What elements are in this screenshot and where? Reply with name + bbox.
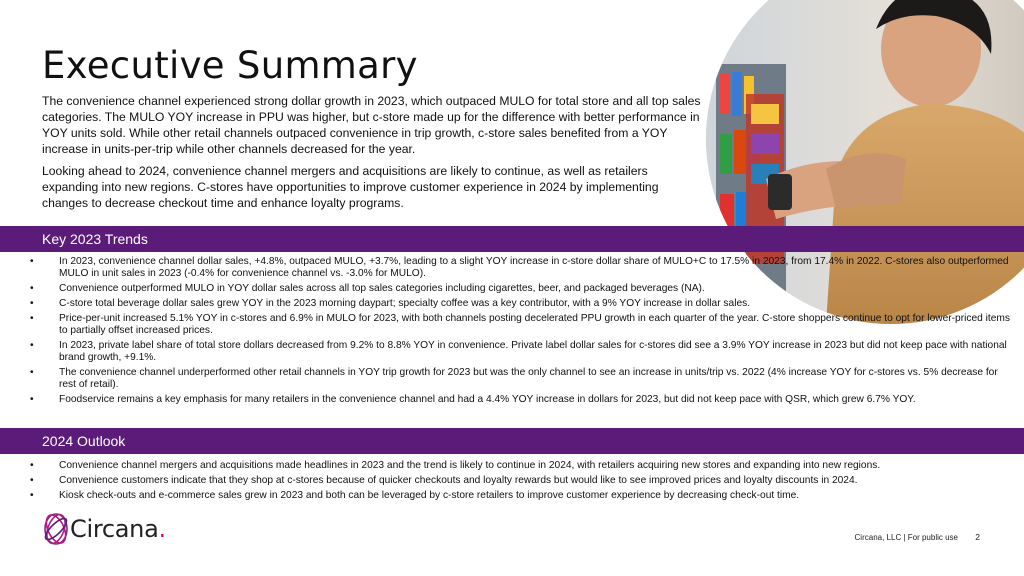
list-item: • In 2023, convenience channel dollar sales, +4.8%, outpaced MULO, +3.7%, leading to a slight YOY increase in c-store dollar share of MULO+C to 17.5% in 2023, from 17.4% in 2022. C-stores also outperformed MULO in unit sales in 2023 (-0.4% for convenience channel vs. -3.0% for MULO). [28,256,1013,280]
footer-text: Circana, LLC | For public use [854,533,958,542]
section-heading: 2024 Outlook [42,433,126,449]
logo-dot: . [158,515,166,543]
trends-list [28,256,1013,409]
section-header-outlook [0,428,1024,454]
list-item: • C-store total beverage dollar sales grew YOY in the 2023 morning daypart; specialty coffee was a key contributor, with a 9% YOY increase in dollar sales. [28,298,1013,310]
list-item: • The convenience channel underperformed other retail channels in YOY trip growth for 2023 but was the only channel to see an increase in units/trip vs. 2022 (4% increase YOY for c-stores vs. 5% decrease for rest of retail). [28,367,1013,391]
logo-name: Circana [70,515,159,543]
logo-wordmark [70,515,166,543]
list-item: • Price-per-unit increased 5.1% YOY in c-stores and 6.9% in MULO for 2023, with both channels posting decelerated PPU growth in each quarter of the year. C-store shoppers continue to opt for lower-priced items to partially offset increased prices. [28,313,1013,337]
intro-text [42,93,707,217]
circana-mark-icon [40,512,68,546]
page-number: 2 [975,532,980,542]
list-item: • Convenience channel mergers and acquisitions made headlines in 2023 and the trend is likely to continue in 2024, with retailers acquiring new stores and expanding into new regions. [28,460,1013,472]
page-title: Executive Summary [42,44,418,87]
intro-paragraph: The convenience channel experienced strong dollar growth in 2023, which outpaced MULO for total store and all top sales categories. The MULO YOY increase in PPU was higher, but c-store made up for the difference with better performance in YOY units sold. While other retail channels outpaced convenience in trip growth, c-store sales benefited from a YOY increase in units-per-trip while other channels decreased for the year. [42,94,701,156]
list-item: • In 2023, private label share of total store dollars decreased from 9.2% to 8.8% YOY in convenience. Private label dollar sales for c-stores did see a 3.9% YOY increase in 2023 but did not keep pace with national brand growth, +9.1%. [28,340,1013,364]
outlook-list [28,460,1013,505]
list-item: • Kiosk check-outs and e-commerce sales grew in 2023 and both can be leveraged by c-store retailers to improve customer experience by decreasing check-out time. [28,490,1013,502]
list-item: • Foodservice remains a key emphasis for many retailers in the convenience channel and had a 4.4% YOY increase in dollars for 2023, but did not keep pace with QSR, which grew 6.7% YOY. [28,394,1013,406]
intro-paragraph: Looking ahead to 2024, convenience channel mergers and acquisitions are likely to continue, as well as retailers expanding into new regions. C-stores have opportunities to improve customer experience in 2024 by implementing changes to decrease checkout time and enhance loyalty programs. [42,164,659,210]
circana-logo [40,512,166,546]
section-heading: Key 2023 Trends [42,231,148,247]
section-header-trends [0,226,1024,252]
list-item: • Convenience customers indicate that they shop at c-stores because of quicker checkouts and loyalty rewards but would like to see improved prices and loyalty discounts in 2024. [28,475,1013,487]
list-item: • Convenience outperformed MULO in YOY dollar sales across all top sales categories including cigarettes, beer, and packaged beverages (NA). [28,283,1013,295]
